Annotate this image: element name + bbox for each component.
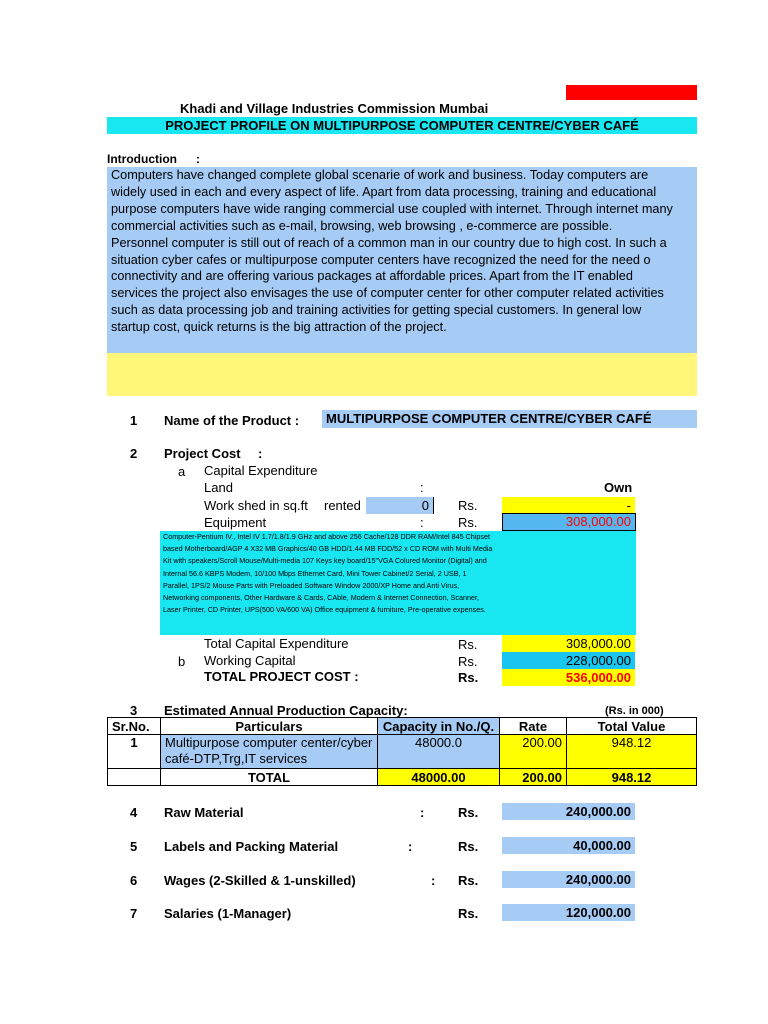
table-total-row (108, 769, 697, 786)
product-name-label: Name of the Product : (164, 413, 300, 428)
unit-note: (Rs. in 000) (605, 705, 664, 717)
header-particulars: Particulars (161, 718, 378, 735)
introduction-label: Introduction (107, 152, 177, 166)
blank-yellow-band (107, 353, 697, 396)
salaries-label: Salaries (1-Manager) (164, 906, 292, 921)
intro-line: connectivity and are offering various packages at affordable prices. Apart from the IT enabled (111, 269, 633, 284)
intro-line: situation cyber cafes or multipurpose computer centers have recognized the need for the need o (111, 252, 651, 267)
packing-material-rs: Rs. (458, 839, 479, 854)
equipment-desc-line: Internal 56.6 KBPS Modem, 10/100 Mbps Ethernet Card, Mini Tower Cabinet/2 Serial, 2 USB, 1 (163, 568, 467, 578)
wages-colon: : (431, 873, 436, 888)
total-project-cost-rs: Rs. (458, 670, 479, 685)
intro-line: commercial activities such as e-mail, browsing, web browsing , e-commerce are possible. (111, 218, 613, 233)
wages-rs: Rs. (458, 873, 479, 888)
row-sr-no: 1 (108, 735, 161, 769)
total-capex-label: Total Capital Expenditure (204, 636, 349, 651)
item-number: 5 (130, 839, 138, 854)
total-row-capacity: 48000.00 (378, 769, 500, 786)
intro-line: Computers have changed complete global scenarie of work and business. Today computers are (111, 168, 649, 182)
header-sr-no: Sr.No. (108, 718, 161, 735)
intro-line: services the project also envisages the use of computer center for other computer related activities (111, 286, 664, 301)
total-project-cost-label: TOTAL PROJECT COST : (204, 669, 359, 684)
row-capacity: 48000.0 (378, 735, 500, 769)
total-capex-value-box (502, 635, 635, 652)
introduction-colon: : (196, 152, 200, 166)
red-marker-box (566, 85, 697, 100)
land-colon: : (420, 480, 424, 495)
raw-material-rs: Rs. (458, 805, 479, 820)
packing-material-value: 40,000.00 (573, 838, 631, 853)
total-row-blank (108, 769, 161, 786)
workshed-value-box (502, 497, 635, 514)
raw-material-value: 240,000.00 (565, 804, 631, 819)
row-particulars-line: café-DTP,Trg,IT services (165, 751, 308, 766)
working-capital-label: Working Capital (204, 653, 296, 668)
equipment-label: Equipment (204, 515, 267, 530)
own-label: Own (604, 480, 633, 495)
row-particulars-line: Multipurpose computer center/cyber (165, 735, 373, 750)
item-number: 3 (130, 703, 138, 718)
header-capacity: Capacity in No./Q. (378, 718, 500, 735)
production-capacity-table (107, 717, 697, 786)
item-number: 1 (130, 413, 138, 428)
total-project-cost-value-box (502, 669, 635, 686)
intro-line: Personnel computer is still out of reach of a common man in our country due to high cost. In such a (111, 235, 667, 250)
equipment-rs: Rs. (458, 515, 478, 530)
equipment-desc-line: Parallel, 1PS/2 Mouse Parts with Preloaded Software Window 2000/XP Home and Anti Virus, (163, 580, 460, 590)
header-total-value: Total Value (567, 718, 697, 735)
equipment-colon: : (420, 515, 424, 530)
equipment-desc-line: Laser Printer, CD Printer, UPS(500 VA/600 VA) Office equipment & furniture, Pre-operative expenses. (163, 605, 486, 615)
raw-material-value-box (502, 803, 635, 820)
production-capacity-label: Estimated Annual Production Capacity: (164, 703, 408, 718)
total-row-rate: 200.00 (500, 769, 567, 786)
capex-label: Capital Expenditure (204, 463, 318, 478)
project-cost-colon: : (258, 446, 263, 461)
salaries-rs: Rs. (458, 906, 479, 921)
wages-value: 240,000.00 (565, 872, 631, 887)
intro-line: purpose computers have wide ranging commercial use coupled with internet. Through internet many (111, 201, 673, 216)
packing-material-colon: : (408, 839, 413, 854)
equipment-value: 308,000.00 (565, 514, 631, 529)
organization-title: Khadi and Village Industries Commission Mumbai (180, 101, 489, 116)
working-capital-rs: Rs. (458, 654, 478, 669)
working-capital-value-box (502, 652, 635, 669)
equipment-desc-line: based Motherboard/AGP 4 X32 MB Graphics/40 GB HDD/1.44 MB FDD/52 x CD ROM with Multi Media (163, 544, 493, 554)
row-rate: 200.00 (500, 735, 567, 769)
row-total: 948.12 (567, 735, 697, 769)
item-number: 4 (130, 805, 138, 820)
salaries-value-box (502, 904, 635, 921)
item-number: 7 (130, 906, 138, 921)
header-rate: Rate (500, 718, 567, 735)
wages-value-box (502, 871, 635, 888)
sub-item-a: a (178, 464, 186, 479)
wages-label: Wages (2-Skilled & 1-unskilled) (164, 873, 356, 888)
workshed-rs: Rs. (458, 498, 478, 513)
equipment-desc-line: Computer-Pentium IV., Intel IV 1.7/1.8/1.9 GHz and above 256 Cache/128 DDR RAM/Intel 845 Chipset (163, 532, 490, 541)
table-row (108, 735, 697, 769)
product-name-value: MULTIPURPOSE COMPUTER CENTRE/CYBER CAFÉ (326, 411, 652, 426)
intro-line: such as data processing job and training activities for getting special customers. In general low (111, 303, 642, 318)
working-capital-value: 228,000.00 (565, 653, 631, 668)
total-project-cost-value: 536,000.00 (565, 670, 631, 685)
equipment-description-box (160, 531, 636, 635)
workshed-label: Work shed in sq.ft (204, 498, 308, 513)
raw-material-label: Raw Material (164, 805, 244, 820)
total-capex-value: 308,000.00 (565, 636, 631, 651)
product-name-value-box (322, 410, 697, 428)
workshed-qty-box (366, 497, 434, 514)
workshed-qty: 0 (421, 498, 429, 513)
table-header-row (108, 718, 697, 735)
item-number: 2 (130, 446, 138, 461)
packing-material-label: Labels and Packing Material (164, 839, 339, 854)
packing-material-value-box (502, 837, 635, 854)
item-number: 6 (130, 873, 138, 888)
introduction-text-box (107, 167, 697, 353)
sub-item-b: b (178, 654, 186, 669)
total-row-label: TOTAL (161, 769, 378, 786)
intro-line: startup cost, quick returns is the big attraction of the project. (111, 320, 447, 335)
raw-material-colon: : (420, 805, 425, 820)
total-row-total: 948.12 (567, 769, 697, 786)
project-title-banner (107, 117, 697, 134)
equipment-desc-line: Kit with speakers/Scroll Mouse/Multi-media 107 Keys key board/15"VGA Colured Monitor (Digital) and (163, 556, 487, 566)
total-capex-rs: Rs. (458, 637, 478, 652)
land-label: Land (204, 480, 233, 495)
project-title: PROJECT PROFILE ON MULTIPURPOSE COMPUTER CENTRE/CYBER CAFÉ (165, 118, 639, 133)
rented-label: rented (324, 498, 361, 513)
salaries-value: 120,000.00 (565, 905, 631, 920)
intro-line: widely used in each and every aspect of life. Apart from data processing, training and educational (111, 184, 657, 199)
workshed-value: - (626, 498, 631, 513)
row-particulars (161, 735, 378, 769)
equipment-value-box (502, 513, 636, 531)
project-cost-label: Project Cost (164, 446, 241, 461)
equipment-desc-line: Networking components, Other Hardware & Cards, CAble, Modern & Internet Connection, Scanner, (163, 593, 480, 603)
